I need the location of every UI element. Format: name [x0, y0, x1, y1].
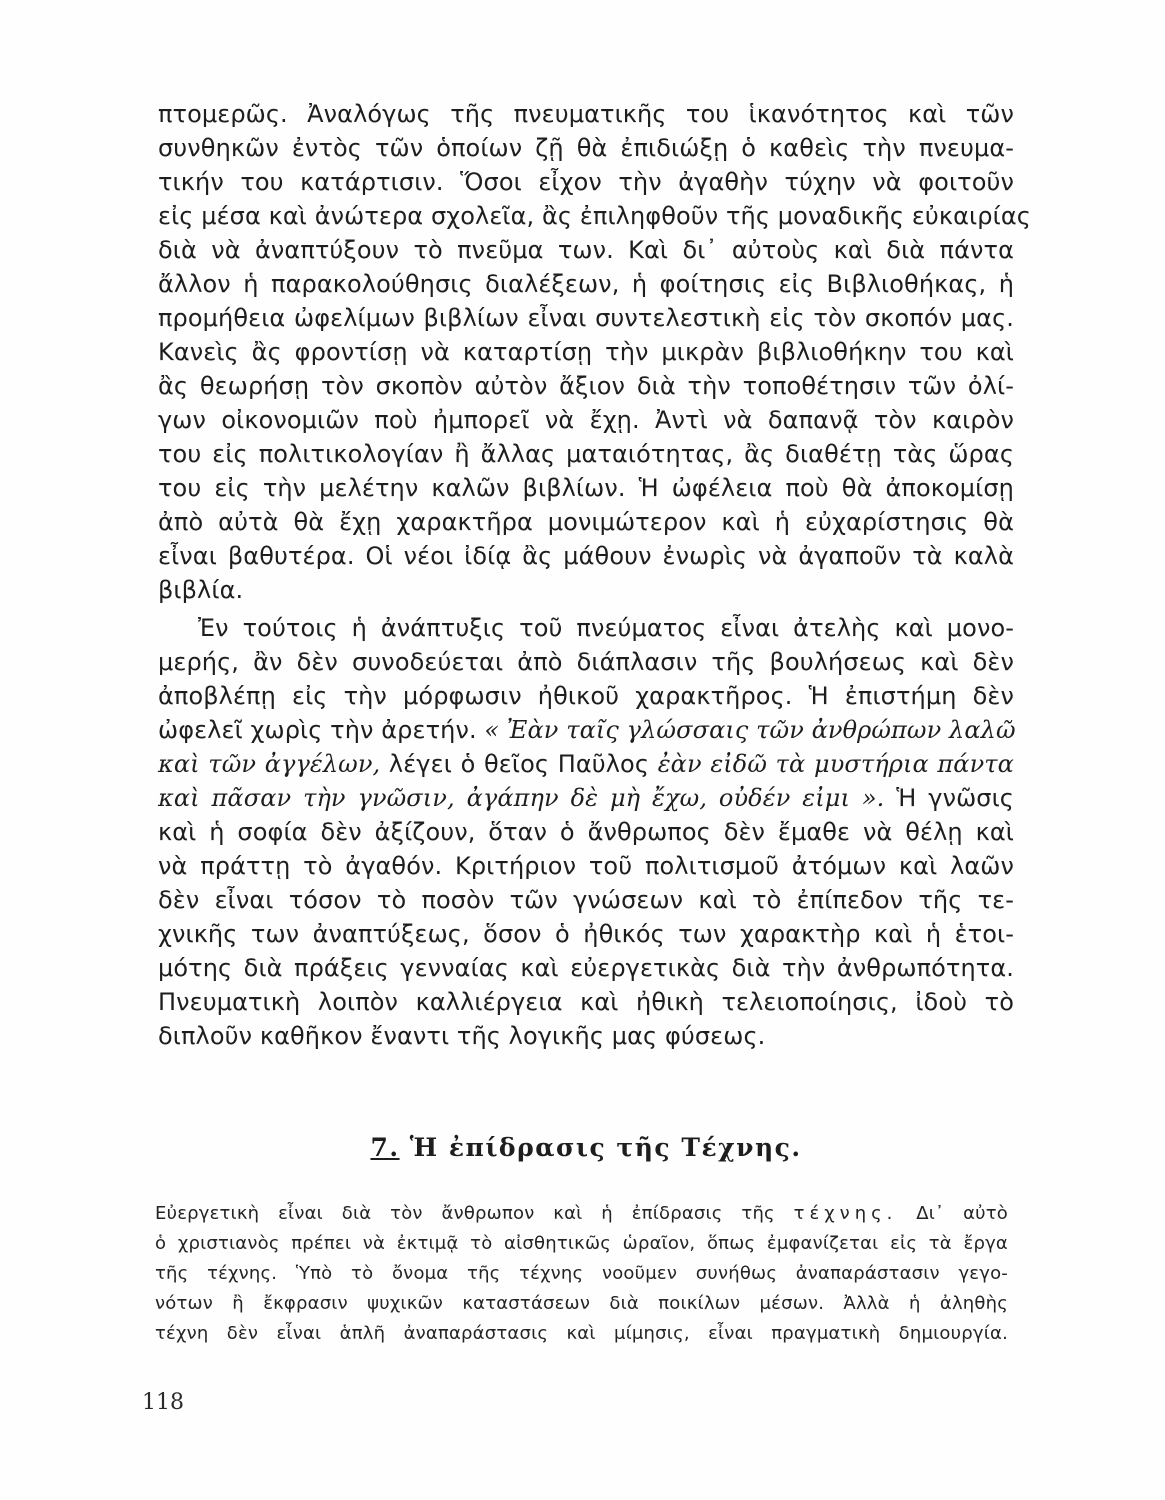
small-print-text: Εὐεργετικὴ εἶναι διὰ τὸν ἄνθρωπον καὶ ἡ ἐπίδρασις τῆς [155, 1203, 794, 1224]
body-line: εἰς μέσα καὶ ἀνώτερα σχολεῖα, ἂς ἐπιληφθοῦν τῆς μοναδικῆς εὐκαιρίας [158, 202, 1031, 230]
body-line: μότης διὰ πράξεις γενναίας καὶ εὐεργετικὰς διὰ τὴν ἀνθρωπότητα. [158, 954, 1014, 982]
spaced-emphasis: τέχνης. [793, 1203, 898, 1224]
body-line: γων οἰκονομιῶν ποὺ ἠμπορεῖ νὰ ἔχῃ. Ἀντὶ νὰ δαπανᾷ τὸν καιρὸν [158, 406, 1014, 434]
quotation-text: καὶ πᾶσαν τὴν γνῶσιν, ἀγάπην δὲ μὴ ἔχω, οὐδέν εἰμι ». [158, 784, 885, 812]
body-line: ἂς θεωρήσῃ τὸν σκοπὸν αὐτὸν ἄξιον διὰ τὴν τοποθέτησιν τῶν ὀλί- [158, 372, 1014, 400]
body-line: ἄλλον ἡ παρακολούθησις διαλέξεων, ἡ φοίτησις εἰς Βιβλιοθήκας, ἡ [158, 270, 1014, 298]
body-line: χνικῆς των ἀναπτύξεως, ὅσον ὁ ἠθικός των χαρακτὴρ καὶ ἡ ἑτοι- [158, 920, 1014, 948]
page-number: 118 [142, 1390, 184, 1415]
small-print-line: νότων ἢ ἔκφρασιν ψυχικῶν καταστάσεων διὰ ποικίλων μέσων. Ἀλλὰ ἡ ἀληθὴς [155, 1293, 1008, 1314]
body-text: ὠφελεῖ χωρὶς τὴν ἀρετήν. [158, 716, 485, 744]
section-number: 7. [370, 1133, 400, 1162]
body-line: μερής, ἂν δὲν συνοδεύεται ἀπὸ διάπλασιν τῆς βουλήσεως καὶ δὲν [158, 648, 1014, 676]
small-print-line: τέχνη δὲν εἶναι ἁπλῆ ἀναπαράστασις καὶ μίμησις, εἶναι πραγματικὴ δημιουργία. [155, 1323, 1008, 1344]
body-text: Ἡ γνῶσις [884, 784, 1014, 812]
body-line: βιβλία. [158, 576, 244, 604]
quotation-text: ἐὰν εἰδῶ τὰ μυστήρια πάντα [657, 750, 1014, 778]
body-line: διπλοῦν καθῆκον ἔναντι τῆς λογικῆς μας φύσεως. [158, 1022, 766, 1050]
body-line: τικήν του κατάρτισιν. Ὅσοι εἶχον τὴν ἀγαθὴν τύχην νὰ φοιτοῦν [158, 168, 1014, 196]
body-line: Κανεὶς ἂς φροντίσῃ νὰ καταρτίσῃ τὴν μικρὰν βιβλιοθήκην του καὶ [158, 338, 1014, 366]
body-line: πτομερῶς. Ἀναλόγως τῆς πνευματικῆς του ἱκανότητος καὶ τῶν [158, 100, 1014, 128]
small-print-line [155, 1198, 1008, 1230]
body-line: καὶ ἡ σοφία δὲν ἀξίζουν, ὅταν ὁ ἄνθρωπος δὲν ἔμαθε νὰ θέλῃ καὶ [158, 818, 1014, 846]
body-line: προμήθεια ὠφελίμων βιβλίων εἶναι συντελεστικὴ εἰς τὸν σκοπόν μας. [158, 304, 1014, 332]
body-line: συνθηκῶν ἐντὸς τῶν ὁποίων ζῇ θὰ ἐπιδιώξῃ ὁ καθεὶς τὴν πνευμα- [158, 134, 1014, 162]
body-line: διὰ νὰ ἀναπτύξουν τὸ πνεῦμα των. Καὶ δι᾽ αὐτοὺς καὶ διὰ πάντα [158, 236, 1014, 264]
small-print-line: τῆς τέχνης. Ὑπὸ τὸ ὄνομα τῆς τέχνης νοοῦμεν συνήθως ἀναπαράστασιν γεγο- [155, 1263, 1008, 1284]
section-heading [158, 1128, 1014, 1168]
body-line: ἀποβλέπῃ εἰς τὴν μόρφωσιν ἠθικοῦ χαρακτῆρος. Ἡ ἐπιστήμη δὲν [158, 682, 1014, 710]
section-title: Ἡ ἐπίδρασις τῆς Τέχνης. [409, 1133, 802, 1162]
body-line: Ἐν τούτοις ἡ ἀνάπτυξις τοῦ πνεύματος εἶναι ἀτελὴς καὶ μονο- [198, 614, 1014, 642]
small-print-text: Δι᾽ αὐτὸ [897, 1203, 1009, 1224]
body-line: εἶναι βαθυτέρα. Οἱ νέοι ἰδίᾳ ἂς μάθουν ἐνωρὶς νὰ ἀγαποῦν τὰ καλὰ [158, 542, 1014, 570]
quotation-text: καὶ τῶν ἀγγέλων, [158, 750, 381, 778]
small-print-line: ὁ χριστιανὸς πρέπει νὰ ἐκτιμᾷ τὸ αἰσθητικῶς ὡραῖον, ὅπως ἐμφανίζεται εἰς τὰ ἔργα [155, 1233, 1008, 1254]
body-line: ἀπὸ αὐτὰ θὰ ἔχῃ χαρακτῆρα μονιμώτερον καὶ ἡ εὐχαρίστησις θὰ [158, 508, 1014, 536]
body-line: του εἰς τὴν μελέτην καλῶν βιβλίων. Ἡ ὠφέλεια ποὺ θὰ ἀποκομίσῃ [158, 474, 1014, 502]
body-text: λέγει ὁ θεῖος Παῦλος [380, 750, 658, 778]
body-line: του εἰς πολιτικολογίαν ἢ ἄλλας ματαιότητας, ἂς διαθέτῃ τὰς ὥρας [158, 440, 1014, 468]
quotation-text: « Ἐὰν ταῖς γλώσσαις τῶν ἀνθρώπων λαλῶ [484, 716, 1016, 744]
body-line: δὲν εἶναι τόσον τὸ ποσὸν τῶν γνώσεων καὶ τὸ ἐπίπεδον τῆς τε- [158, 886, 1014, 914]
body-line: νὰ πράττῃ τὸ ἀγαθόν. Κριτήριον τοῦ πολιτισμοῦ ἀτόμων καὶ λαῶν [158, 852, 1014, 880]
body-line: Πνευματικὴ λοιπὸν καλλιέργεια καὶ ἠθικὴ τελειοποίησις, ἰδοὺ τὸ [158, 988, 1014, 1016]
